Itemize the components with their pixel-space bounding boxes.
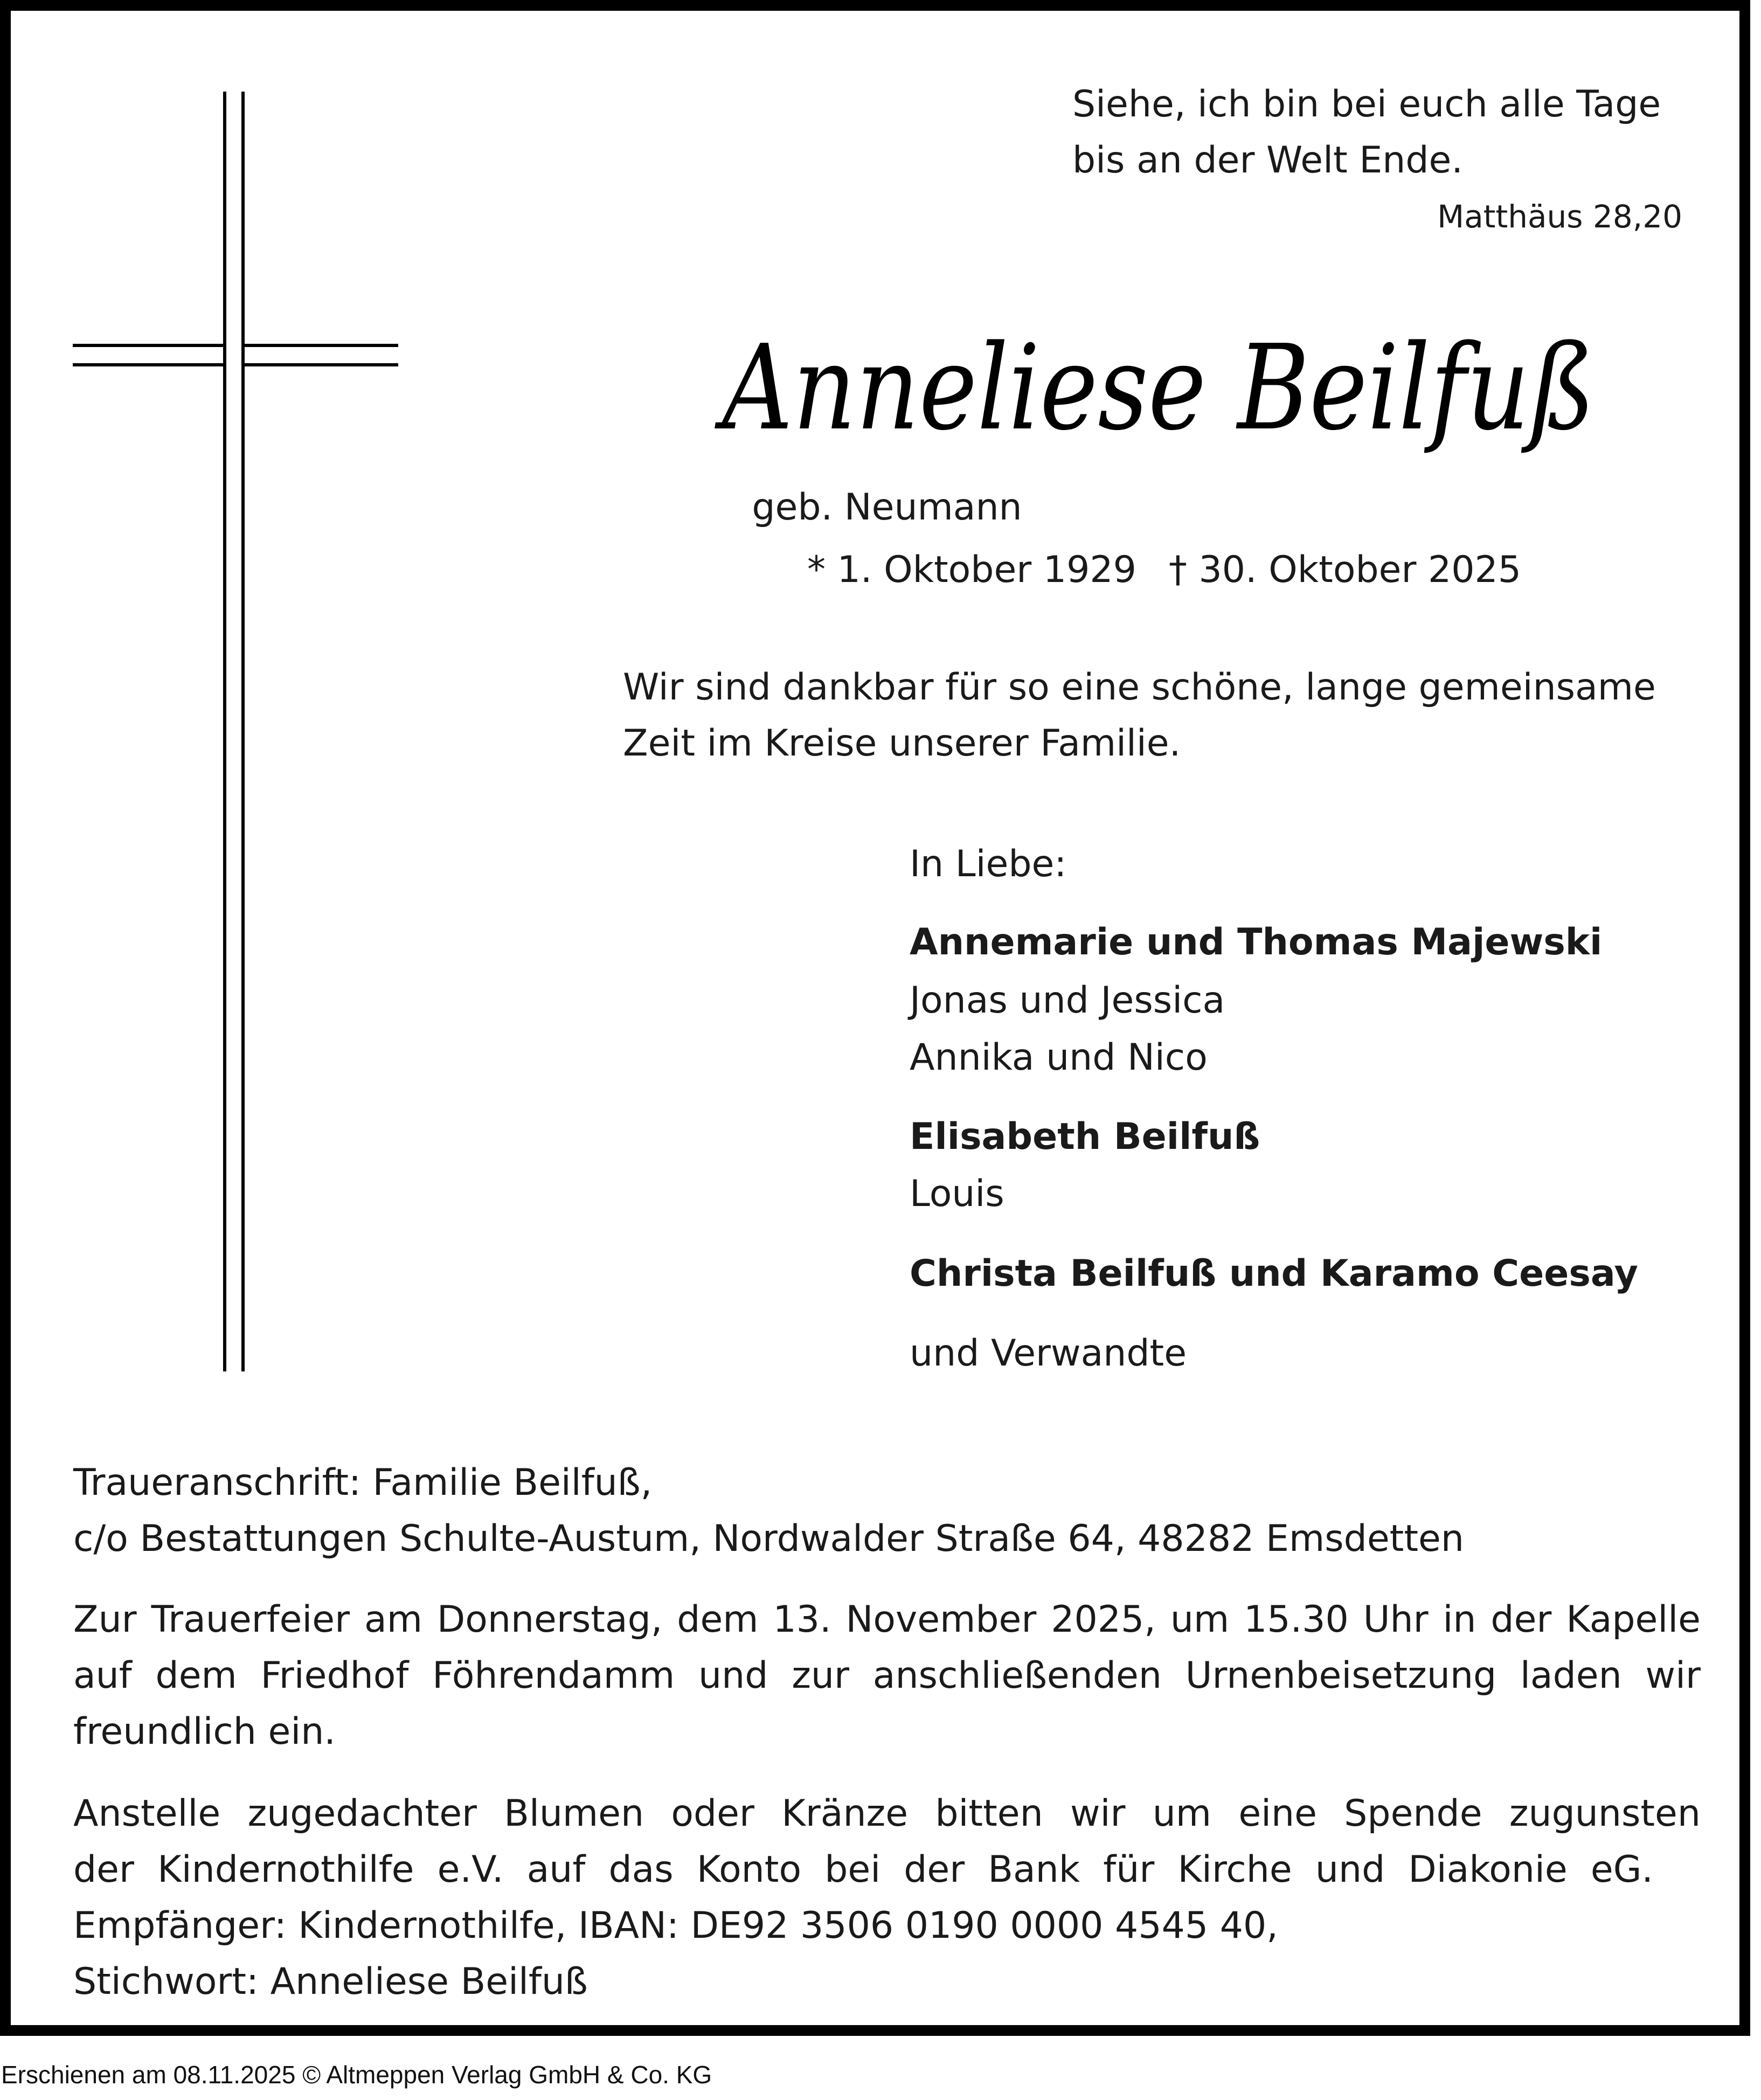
donation-line: Anstelle zugedachter Blumen oder Kränze bitten wir um eine Spende zugunsten: [73, 1792, 1701, 1835]
gratitude-text: [623, 666, 1656, 781]
deceased-name: [714, 313, 1611, 485]
gratitude-line: Wir sind dankbar für so eine schöne, lange gemeinsame: [623, 666, 1656, 709]
verse-reference: Matthäus 28,20: [1437, 198, 1682, 235]
mourners-intro: In Liebe:: [910, 843, 1067, 885]
mourning-address: [73, 1461, 1701, 1577]
ceremony-line: Zur Trauerfeier am Donnerstag, dem 13. November 2025, um 15.30 Uhr in der Kapelle: [73, 1598, 1701, 1641]
maiden-name-row: [11, 486, 1761, 529]
ceremony-line: auf dem Friedhof Föhrendamm und zur anschließenden Urnenbeisetzung laden wir: [73, 1654, 1701, 1697]
verse-line: Siehe, ich bin bei euch alle Tage: [1072, 83, 1661, 126]
family-head: Elisabeth Beilfuß: [910, 1115, 1260, 1158]
ceremony-line: freundlich ein.: [73, 1710, 336, 1753]
donation-text: [73, 1792, 1701, 2020]
family-member: Jonas und Jessica: [910, 979, 1225, 1022]
verse-line: bis an der Welt Ende.: [1072, 139, 1463, 182]
mourners-closing: und Verwandte: [910, 1332, 1187, 1375]
birth-date: * 1. Oktober 1929: [807, 549, 1136, 591]
family-member: Louis: [910, 1173, 1004, 1215]
donation-line: Empfänger: Kindernothilfe, IBAN: DE92 3506 0190 0000 4545 40,: [73, 1904, 1278, 1947]
death-date: † 30. Oktober 2025: [1168, 549, 1522, 591]
publication-footer: Erschienen am 08.11.2025 © Altmeppen Verlag GmbH & Co. KG: [1, 2061, 712, 2089]
ceremony-text: [73, 1598, 1701, 1770]
family-head: Annemarie und Thomas Majewski: [910, 921, 1603, 964]
donation-line: der Kindernothilfe e.V. auf das Konto bei der Bank für Kirche und Diakonie eG.: [73, 1848, 1653, 1891]
address-line: c/o Bestattungen Schulte-Austum, Nordwalder Straße 64, 48282 Emsdetten: [73, 1517, 1464, 1560]
family-head: Christa Beilfuß und Karamo Ceesay: [910, 1252, 1638, 1295]
bible-verse: [1072, 83, 1708, 198]
gratitude-line: Zeit im Kreise unserer Familie.: [623, 722, 1181, 765]
donation-line: Stichwort: Anneliese Beilfuß: [73, 1960, 588, 2003]
deceased-name-text: Anneliese Beilfuß: [714, 320, 1595, 456]
address-line: Traueranschrift: Familie Beilfuß,: [73, 1461, 653, 1504]
family-member: Annika und Nico: [910, 1036, 1208, 1079]
maiden-name: geb. Neumann: [752, 486, 1022, 529]
life-dates: [807, 549, 1522, 591]
